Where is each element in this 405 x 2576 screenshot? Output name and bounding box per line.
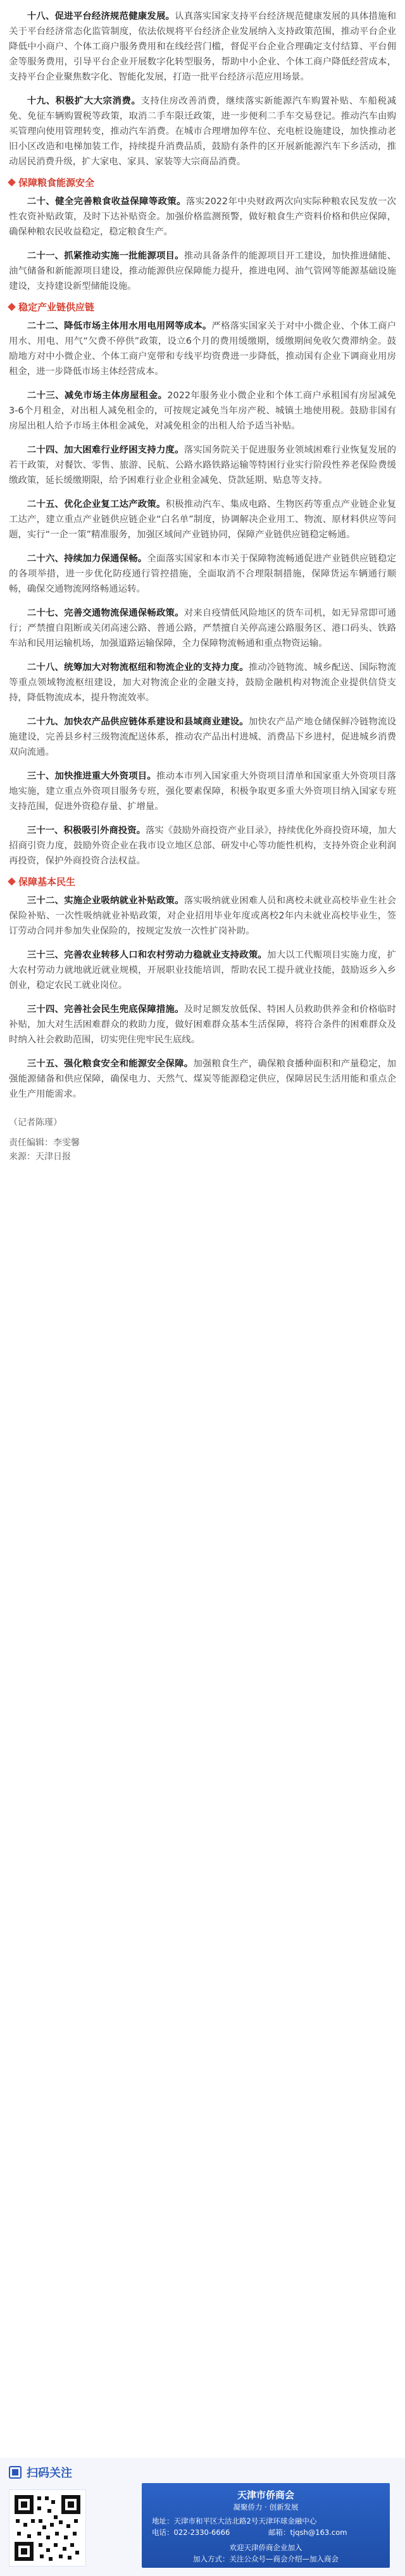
paragraph-text: 对来自疫情低风险地区的货车司机，如无异常即可通行；严禁擅自阻断或关闭高速公路、普通公路，严禁擅自关停高速公路服务区、港口码头、铁路车站和民用运输机场，加强道路运输保障，全力保障物流畅通和重点物资运输。 bbox=[9, 608, 396, 649]
paragraph-21 bbox=[9, 248, 396, 294]
org-phone: 电话：022-2330-6666 bbox=[152, 2528, 230, 2537]
scan-title: 扫码关注 bbox=[27, 2467, 72, 2480]
paragraph-19 bbox=[9, 94, 396, 169]
paragraph-lead: 十九、积极扩大大宗消费。 bbox=[27, 96, 141, 106]
paragraph-text: 加快农产品产地仓储保鲜冷链物流设施建设，完善县乡村三级物流配送体系，推动农产品出村进城、消费品下乡进村，促进城乡消费双向流通。 bbox=[9, 717, 396, 757]
join-hint: 欢迎天津侨商企业加入 bbox=[229, 2543, 302, 2552]
section-title: 保障基本民生 bbox=[18, 876, 76, 888]
org-address: 地址：天津市和平区大沽北路2号天津环球金融中心 bbox=[152, 2517, 317, 2525]
paragraph-34 bbox=[9, 1002, 396, 1047]
section-title: 保障粮食能源安全 bbox=[18, 177, 95, 188]
diamond-icon bbox=[8, 877, 16, 886]
paragraph-text: 落实吸纳就业困难人员和离校未就业高校毕业生社会保险补贴、一次性吸纳就业补贴政策，对企业招用毕业年度或离校2年内未就业高校毕业生，签订劳动合同并参加失业保险的，按规定发放一次性扩岗补助。 bbox=[9, 896, 396, 936]
org-email: 邮箱：tjqsh@163.com bbox=[268, 2528, 347, 2537]
paragraph-text: 推动冷链物流、城乡配送、国际物流等重点领域物流枢纽建设，加大对物流企业的金融支持，鼓励金融机构对物流企业提供信贷支持，降低物流成本，提升物流效率。 bbox=[9, 662, 396, 703]
scan-heading bbox=[9, 2464, 72, 2481]
paragraph-25 bbox=[9, 497, 396, 542]
paragraph-lead: 二十一、抓紧推动实施一批能源项目。 bbox=[27, 251, 184, 261]
org-card bbox=[142, 2483, 390, 2568]
paragraph-text: 加强粮食生产，确保粮食播种面积和产量稳定，加强能源储备和供应保障，确保电力、天然气、煤炭等能源稳定供应，保障居民生活用能和重点企业生产用能需求。 bbox=[9, 1059, 396, 1099]
paragraph-35 bbox=[9, 1056, 396, 1102]
paragraph-text: 加大以工代赈项目实施力度，扩大农村劳动力就地就近就业规模，开展职业技能培训，帮助农民工提升就业技能，鼓励返乡入乡创业，稳定农民工就业岗位。 bbox=[9, 950, 396, 991]
paragraph-text: 落实2022年中央财政两次向实际种粮农民发放一次性农资补贴政策，及时下达补贴资金。加强价格监测预警，做好粮食生产资料价格和供应保障，确保种粮农民收益稳定，稳定粮食生产。 bbox=[9, 197, 396, 237]
paragraph-text: 推动本市列入国家重大外资项目清单和国家重大外资项目落地实施，建立重点外资项目服务专班，强化要素保障，积极争取更多重大外资项目纳入国家专班支持范围，促进外资稳存量、扩增量。 bbox=[9, 771, 396, 812]
editor-line: 责任编辑：李雯馨 bbox=[9, 1138, 80, 1148]
join-method: 加入方式：关注公众号—商会介绍—加入商会 bbox=[193, 2555, 339, 2563]
section-title: 稳定产业链供应链 bbox=[18, 302, 95, 313]
paragraph-29 bbox=[9, 714, 396, 760]
paragraph-text: 认真落实国家支持平台经济规范健康发展的具体措施和关于平台经济常态化监管制度，依法依规将平台经济企业发展纳入支持政策范围，推动平台企业降低中小商户、个体工商户服务费用和在线经营门槛，督促平台企业合理确定支付结算、平台佣金等服务费用，引导平台企业开展数字化转型服务，帮助中小企业、个体工商户降低经营成本，支持平台企业聚焦数字化、智能化发展，打造一批平台经济示范应用场景。 bbox=[9, 11, 396, 82]
article-meta bbox=[9, 1116, 396, 1164]
paragraph-30 bbox=[9, 769, 396, 814]
paragraph-lead: 十八、促进平台经济规范健康发展。 bbox=[27, 11, 175, 21]
paragraph-lead: 二十九、加快农产品供应链体系建设和县域商业建设。 bbox=[27, 717, 249, 727]
section-heading-livelihood bbox=[9, 875, 396, 888]
org-slogan: 凝聚侨力 · 创新发展 bbox=[233, 2503, 299, 2512]
paragraph-text: 落实国务院关于促进服务业领域困难行业恢复发展的若干政策，对餐饮、零售、旅游、民航、公路水路铁路运输等特困行业实行阶段性养老保险费缓缴政策，延长缓缴期限，给予困难行业企业租金减免、贷款延期、贴息等支持。 bbox=[9, 445, 396, 485]
paragraph-lead: 三十、加快推进重大外资项目。 bbox=[27, 771, 156, 781]
paragraph-lead: 三十四、完善社会民生兜底保障措施。 bbox=[27, 1004, 184, 1015]
paragraph-text: 2022年服务业小微企业和个体工商户承租国有房屋减免3-6个月租金，对出租人减免租金的，可按规定减免当年房产税、城镇土地使用税。鼓励非国有房屋出租人给予市场主体租金减免，对减免租金的出租人给予适当补贴。 bbox=[9, 391, 396, 431]
paragraph-22 bbox=[9, 319, 396, 379]
paragraph-text: 支持住房改善消费，继续落实新能源汽车购置补贴、车船税减免、免征车辆购置税等政策，取消二手车限迁政策，进一步便利二手车交易登记。推动汽车由购买管理向使用管理转变，推动汽车消费。在城市合理增加停车位、充电桩设施建设，加快推动老旧小区改造和电梯加装工作，持续提升消费品质，鼓励有条件的区开展新能源汽车下乡活动，推动居民消费升级，扩大家电、家具、家装等大宗商品消费。 bbox=[9, 96, 396, 167]
paragraph-text: 推动具备条件的能源项目开工建设，加快推进储能、油气储备和新能源项目建设，推动能源供应保障能力提升，推进电网、油气管网等能源基础设施建设，支持建设新型储能设施。 bbox=[9, 251, 396, 291]
paragraph-18 bbox=[9, 9, 396, 85]
paragraph-lead: 二十八、统筹加大对物流枢纽和物流企业的支持力度。 bbox=[27, 662, 249, 673]
paragraph-24 bbox=[9, 443, 396, 488]
paragraph-20 bbox=[9, 194, 396, 240]
source-note: （记者陈瑾） bbox=[9, 1118, 62, 1128]
paragraph-text: 全面落实国家和本市关于保障物流畅通促进产业链供应链稳定的各项举措，进一步优化防疫通行管控措施，全面取消不合理限制措施，保障货运车辆通行顺畅，确保交通物流网络畅通运转。 bbox=[9, 554, 396, 594]
paragraph-lead: 三十三、完善农业转移人口和农村劳动力稳就业支持政策。 bbox=[27, 950, 267, 960]
paragraph-lead: 三十一、积极吸引外商投资。 bbox=[27, 826, 146, 836]
paragraph-lead: 二十、健全完善粮食收益保障等政策。 bbox=[27, 197, 186, 207]
paragraph-text: 落实《鼓励外商投资产业目录》，持续优化外商投资环境，加大招商引资力度，鼓励外资企业在我市设立地区总部、研发中心等功能性机构，支持外资企业利润再投资，保护外商投资合法权益。 bbox=[9, 826, 396, 866]
section-heading-food-energy bbox=[9, 176, 396, 189]
paragraph-33 bbox=[9, 948, 396, 993]
paragraph-lead: 三十二、实施企业吸纳就业补贴政策。 bbox=[27, 896, 184, 906]
org-name: 天津市侨商会 bbox=[237, 2489, 294, 2501]
paragraph-text: 及时足额发放低保、特困人员救助供养金和价格临时补贴，加大对生活困难群众的救助力度，做好困难群众基本生活保障，将符合条件的困难群众及时纳入社会救助范围，切实兜住兜牢民生底线。 bbox=[9, 1004, 396, 1045]
qr-code[interactable] bbox=[9, 2489, 86, 2567]
paragraph-23 bbox=[9, 388, 396, 434]
paragraph-lead: 二十六、持续加力保通保畅。 bbox=[27, 554, 147, 564]
paragraph-31 bbox=[9, 823, 396, 869]
origin-line: 来源：天津日报 bbox=[9, 1152, 71, 1162]
paragraph-lead: 三十五、强化粮食安全和能源安全保障。 bbox=[27, 1059, 194, 1069]
scan-icon bbox=[9, 2466, 22, 2479]
paragraph-32 bbox=[9, 893, 396, 939]
paragraph-lead: 二十五、优化企业复工达产政策。 bbox=[27, 499, 166, 510]
paragraph-lead: 二十四、加大困难行业纾困支持力度。 bbox=[27, 445, 184, 455]
paragraph-28 bbox=[9, 660, 396, 705]
paragraph-lead: 二十三、减免市场主体房屋租金。 bbox=[27, 391, 168, 401]
paragraph-text: 严格落实国家关于对中小微企业、个体工商户用水、用电、用气“欠费不停供”政策，设立6个月的费用缓缴期，缓缴期间免收欠费滞纳金。鼓励地方对中小微企业、个体工商户宽带和专线平均资费进一步降低，推动国有企业下调商业用房租金，进一步降低市场主体经营成本。 bbox=[9, 321, 396, 377]
paragraph-26 bbox=[9, 551, 396, 597]
footer-follow bbox=[0, 2458, 405, 2576]
paragraph-lead: 二十二、降低市场主体用水用电用网等成本。 bbox=[27, 321, 212, 331]
diamond-icon bbox=[8, 178, 16, 186]
section-heading-supply-chain bbox=[9, 300, 396, 314]
paragraph-27 bbox=[9, 606, 396, 651]
paragraph-lead: 二十七、完善交通物流保通保畅政策。 bbox=[27, 608, 184, 618]
paragraph-text: 积极推动汽车、集成电路、生物医药等重点产业链企业复工达产，建立重点产业链供应链企业“白名单”制度，协调解决企业用工、物流、原材料供应等问题，实行“一企一策”精准服务，加强区域间产业链协同，保障产业链供应链稳定畅通。 bbox=[9, 499, 396, 540]
diamond-icon bbox=[8, 303, 16, 311]
